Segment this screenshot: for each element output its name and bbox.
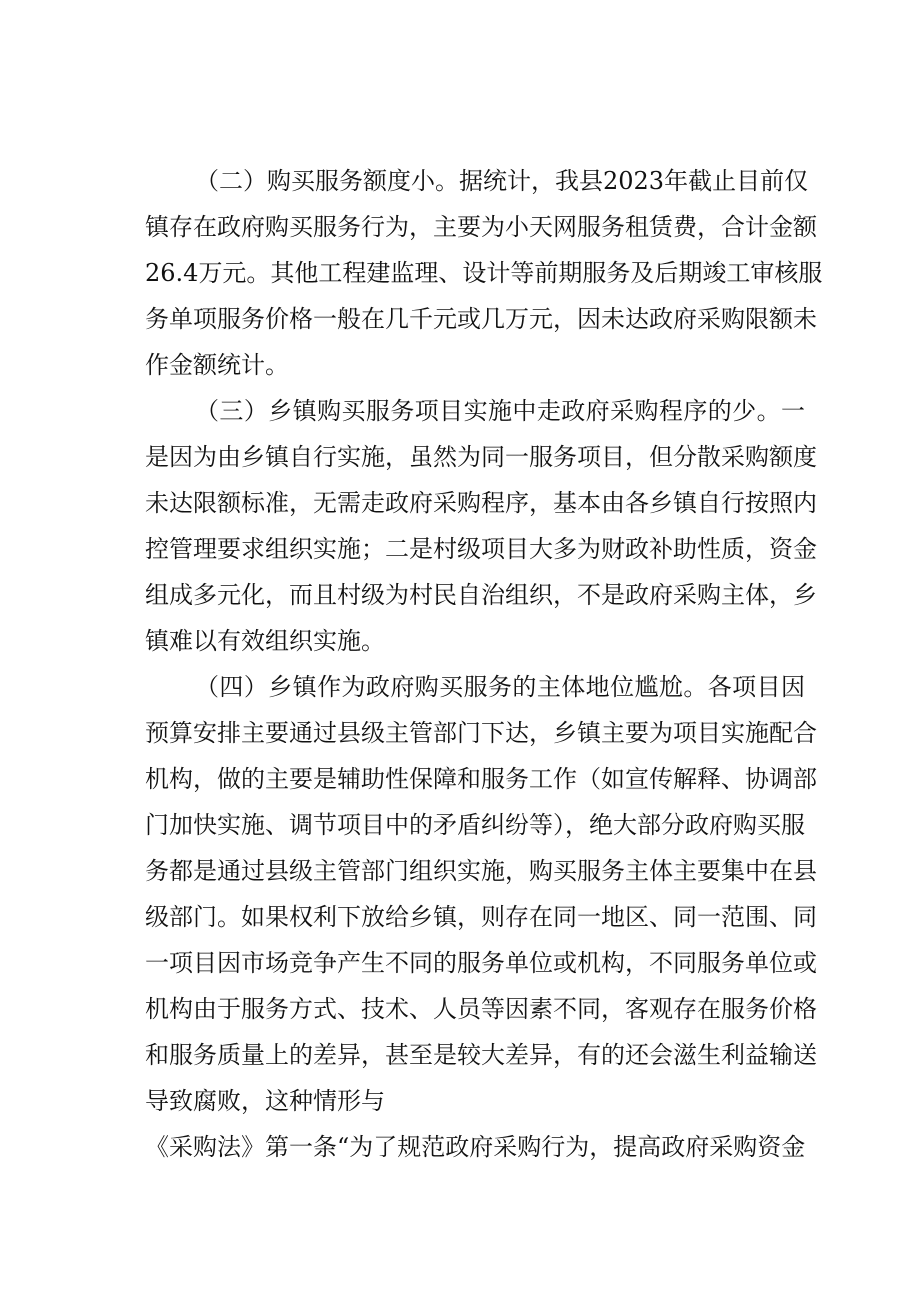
paragraph-2-line-5: 作金额统计。 [145,351,289,379]
paragraph-2-line-3: 26.4万元。其他工程建监理、设计等前期服务及后期竣工审核服 [145,259,823,287]
paragraph-3-line-2: 是因为由乡镇自行实施，虽然为同一服务项目，但分散采购额度 [145,443,817,471]
paragraph-3-line-6: 镇难以有效组织实施。 [145,627,385,655]
paragraph-3-line-3: 未达限额标准，无需走政府采购程序，基本由各乡镇自行按照内 [145,489,817,517]
paragraph-2-line-4: 务单项服务价格一般在几千元或几万元，因未达政府采购限额未 [145,305,817,333]
paragraph-4-line-5: 务都是通过县级主管部门组织实施，购买服务主体主要集中在县 [145,857,817,885]
paragraph-4-line-1: （四）乡镇作为政府购买服务的主体地位尴尬。各项目因 [195,673,805,701]
paragraph-4-line-10: 导致腐败，这种情形与 [145,1087,385,1115]
paragraph-3-line-4: 控管理要求组织实施；二是村级项目大多为财政补助性质，资金 [145,535,817,563]
paragraph-4-line-4: 门加快实施、调节项目中的矛盾纠纷等），绝大部分政府购买服 [145,811,805,839]
paragraph-4-line-8: 机构由于服务方式、技术、人员等因素不同，客观存在服务价格 [145,995,817,1023]
paragraph-4-line-9: 和服务质量上的差异，甚至是较大差异，有的还会滋生利益输送 [145,1041,817,1069]
paragraph-4-line-3: 机构，做的主要是辅助性保障和服务工作（如宣传解释、协调部 [145,765,817,793]
paragraph-4-line-2: 预算安排主要通过县级主管部门下达，乡镇主要为项目实施配合 [145,719,817,747]
paragraph-3-line-1: （三）乡镇购买服务项目实施中走政府采购程序的少。一 [195,397,805,425]
paragraph-3-line-5: 组成多元化，而且村级为村民自治组织，不是政府采购主体，乡 [145,581,817,609]
paragraph-4-line-7: 一项目因市场竞争产生不同的服务单位或机构，不同服务单位或 [145,949,817,977]
paragraph-4-line-11: 《采购法》第一条“为了规范政府采购行为，提高政府采购资金 [145,1133,806,1161]
paragraph-4-line-6: 级部门。如果权利下放给乡镇，则存在同一地区、同一范围、同 [145,903,817,931]
paragraph-2-line-1: （二）购买服务额度小。据统计，我县2023年截止目前仅 [195,167,809,195]
paragraph-2-line-2: 镇存在政府购买服务行为，主要为小天网服务租赁费，合计金额 [145,213,817,241]
